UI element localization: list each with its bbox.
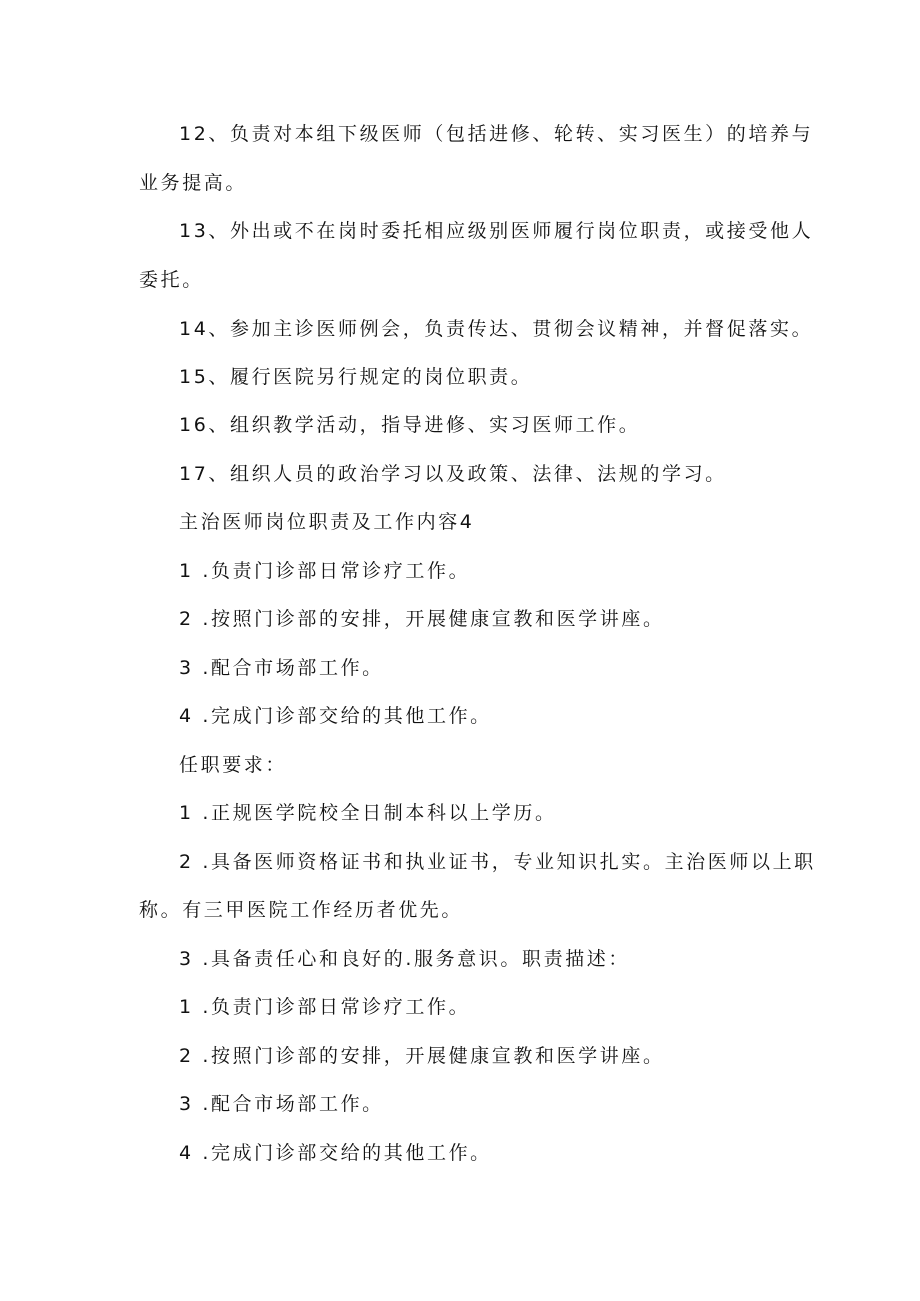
duty-item-2: 2 .按照门诊部的安排，开展健康宣教和医学讲座。 (179, 608, 665, 630)
requirement-item-2-line-2: 称。有三甲医院工作经历者优先。 (139, 899, 464, 921)
item-14: 14、参加主诊医师例会，负责传达、贯彻会议精神，并督促落实。 (179, 318, 814, 340)
section-heading: 主治医师岗位职责及工作内容4 (179, 511, 475, 533)
item-12-line-1: 12、负责对本组下级医师（包括进修、轮转、实习医生）的培养与 (179, 123, 814, 145)
description-item-1: 1 .负责门诊部日常诊疗工作。 (179, 996, 471, 1018)
requirement-item-1: 1 .正规医学院校全日制本科以上学历。 (179, 802, 557, 824)
item-12-line-2: 业务提高。 (139, 172, 248, 194)
description-item-2: 2 .按照门诊部的安排，开展健康宣教和医学讲座。 (179, 1045, 665, 1067)
duty-item-3: 3 .配合市场部工作。 (179, 657, 384, 679)
duty-item-1: 1 .负责门诊部日常诊疗工作。 (179, 560, 471, 582)
description-item-3: 3 .配合市场部工作。 (179, 1093, 384, 1115)
item-13-line-1: 13、外出或不在岗时委托相应级别医师履行岗位职责，或接受他人 (179, 220, 814, 242)
duty-item-4: 4 .完成门诊部交给的其他工作。 (179, 705, 492, 727)
item-17: 17、组织人员的政治学习以及政策、法律、法规的学习。 (179, 463, 727, 485)
requirement-item-2-line-1: 2 .具备医师资格证书和执业证书，专业知识扎实。主治医师以上职 (179, 851, 816, 873)
item-13-line-2: 委托。 (139, 269, 204, 291)
requirements-heading: 任职要求： (179, 754, 288, 776)
requirement-item-3: 3 .具备责任心和良好的.服务意识。职责描述： (179, 948, 631, 970)
description-item-4: 4 .完成门诊部交给的其他工作。 (179, 1142, 492, 1164)
item-16: 16、组织教学活动，指导进修、实习医师工作。 (179, 414, 641, 436)
item-15: 15、履行医院另行规定的岗位职责。 (179, 366, 533, 388)
